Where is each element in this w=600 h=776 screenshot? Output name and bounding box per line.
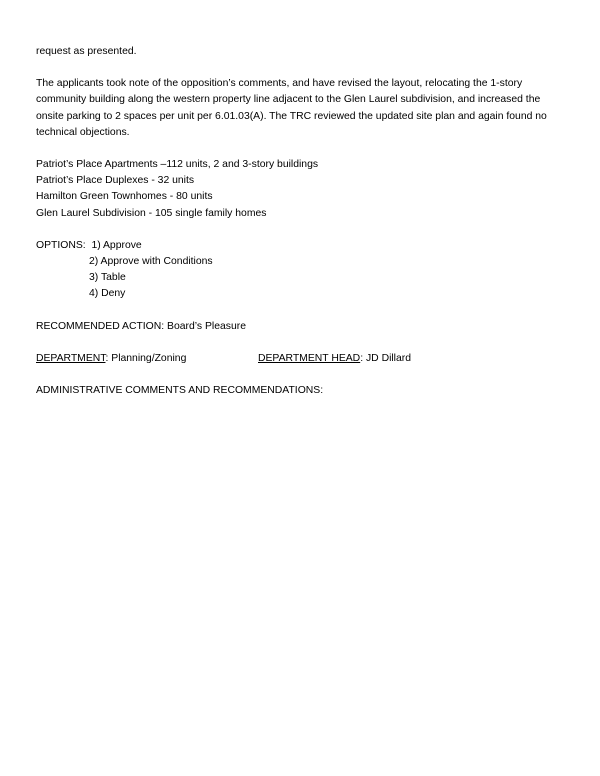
revision-paragraph: The applicants took note of the opposition’s comments, and have revised the layout, relocating the 1-story community building along the western property line adjacent to the Glen Laurel subdivision, and increased the onsite parking to 2 spaces per unit per 6.01.03(A). The TRC reviewed the updated site plan and again found no technical objections. bbox=[36, 78, 547, 138]
options-label: OPTIONS: bbox=[36, 239, 86, 251]
spacer bbox=[36, 303, 564, 319]
spacer bbox=[36, 335, 564, 351]
options-item-3: 3) Table bbox=[89, 272, 126, 284]
department-head-group bbox=[258, 351, 411, 367]
document-body bbox=[36, 44, 564, 399]
department-label: DEPARTMENT bbox=[36, 352, 106, 364]
list-item: Patriot’s Place Apartments –112 units, 2 and 3-story buildings bbox=[36, 159, 319, 171]
options-block bbox=[36, 238, 564, 303]
department-head-label: DEPARTMENT HEAD bbox=[258, 352, 361, 364]
spacer bbox=[36, 367, 564, 383]
options-item-4: 4) Deny bbox=[89, 288, 126, 300]
spacer bbox=[36, 60, 564, 76]
options-item-2: 2) Approve with Conditions bbox=[89, 256, 213, 268]
department-head-value: : JD Dillard bbox=[360, 352, 412, 364]
recommended-action: RECOMMENDED ACTION: Board’s Pleasure bbox=[36, 320, 246, 332]
project-list bbox=[36, 157, 564, 222]
spacer bbox=[36, 141, 564, 157]
list-item: Patriot’s Place Duplexes - 32 units bbox=[36, 175, 195, 187]
department-row bbox=[36, 351, 564, 367]
list-item: Glen Laurel Subdivision - 105 single family homes bbox=[36, 207, 267, 219]
spacer bbox=[36, 222, 564, 238]
continued-sentence: request as presented. bbox=[36, 46, 137, 57]
list-item: Hamilton Green Townhomes - 80 units bbox=[36, 191, 213, 203]
options-item-1: 1) Approve bbox=[91, 239, 142, 251]
options-first-line bbox=[36, 238, 564, 254]
administrative-comments-heading: ADMINISTRATIVE COMMENTS AND RECOMMENDATIONS: bbox=[36, 385, 324, 397]
department-value: : Planning/Zoning bbox=[105, 352, 187, 364]
